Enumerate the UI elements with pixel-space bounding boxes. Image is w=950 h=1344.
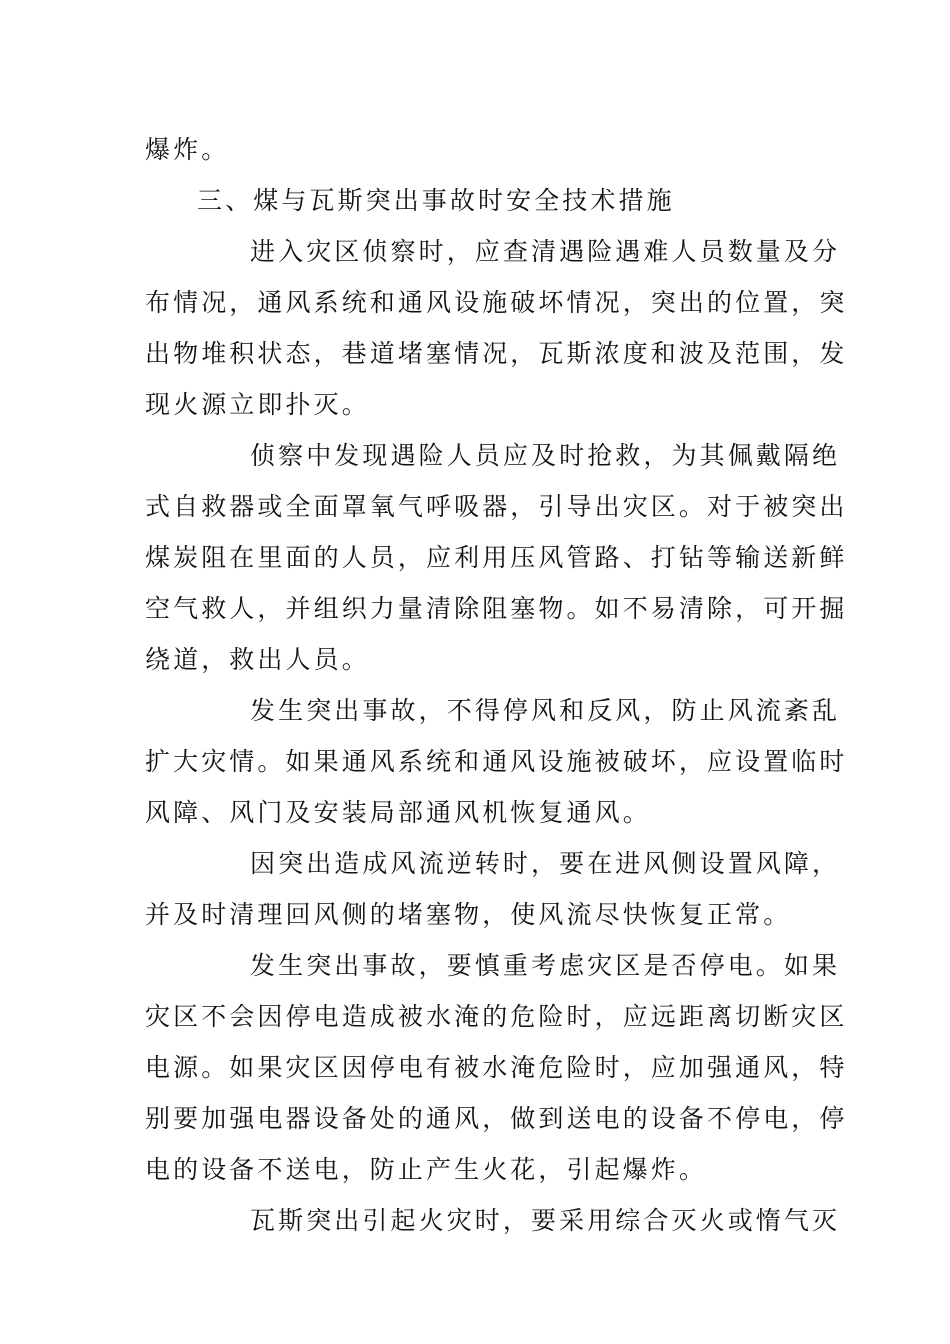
paragraph-line: 瓦斯突出引起火灾时，要采用综合灭火或惰气灭 <box>250 1206 841 1235</box>
paragraph-line: 电源。如果灾区因停电有被水淹危险时，应加强通风，特 <box>145 1053 848 1082</box>
paragraph-line: 式自救器或全面罩氧气呼吸器，引导出灾区。对于被突出 <box>145 492 848 521</box>
paragraph-line: 灾区不会因停电造成被水淹的危险时，应远距离切断灾区 <box>145 1002 848 1031</box>
paragraph-line: 出物堆积状态，巷道堵塞情况，瓦斯浓度和波及范围，发 <box>145 339 848 368</box>
paragraph <box>145 838 841 940</box>
paragraph <box>145 940 848 1195</box>
section-heading: 三、煤与瓦斯突出事故时安全技术措施 <box>197 186 675 215</box>
paragraph-line: 空气救人，并组织力量清除阻塞物。如不易清除，可开掘 <box>145 594 848 623</box>
paragraph-line: 侦察中发现遇险人员应及时抢救，为其佩戴隔绝 <box>250 441 841 470</box>
paragraph-line: 绕道，救出人员。 <box>145 645 370 674</box>
document-page <box>145 124 848 1246</box>
paragraph <box>145 226 848 430</box>
paragraph <box>145 685 848 838</box>
paragraph-line: 发生突出事故，要慎重考虑灾区是否停电。如果 <box>250 951 841 980</box>
paragraph-line: 进入灾区侦察时，应查清遇险遇难人员数量及分 <box>250 237 841 266</box>
paragraph-line: 煤炭阻在里面的人员，应利用压风管路、打钻等输送新鲜 <box>145 543 848 572</box>
paragraph <box>145 1195 841 1246</box>
paragraph-line: 现火源立即扑灭。 <box>145 390 370 419</box>
paragraph-line: 扩大灾情。如果通风系统和通风设施被破坏，应设置临时 <box>145 747 848 776</box>
paragraph-line: 风障、风门及安装局部通风机恢复通风。 <box>145 798 651 827</box>
paragraph-line: 发生突出事故，不得停风和反风，防止风流紊乱 <box>250 696 841 725</box>
paragraph-line: 别要加强电器设备处的通风，做到送电的设备不停电，停 <box>145 1104 848 1133</box>
paragraph-line: 电的设备不送电，防止产生火花，引起爆炸。 <box>145 1155 708 1184</box>
paragraph-line: 布情况，通风系统和通风设施破坏情况，突出的位置，突 <box>145 288 848 317</box>
paragraph-line: 并及时清理回风侧的堵塞物，使风流尽快恢复正常。 <box>145 900 792 929</box>
continuation-line: 爆炸。 <box>145 135 230 164</box>
paragraph-line: 因突出造成风流逆转时，要在进风侧设置风障， <box>250 849 841 878</box>
paragraph <box>145 430 848 685</box>
